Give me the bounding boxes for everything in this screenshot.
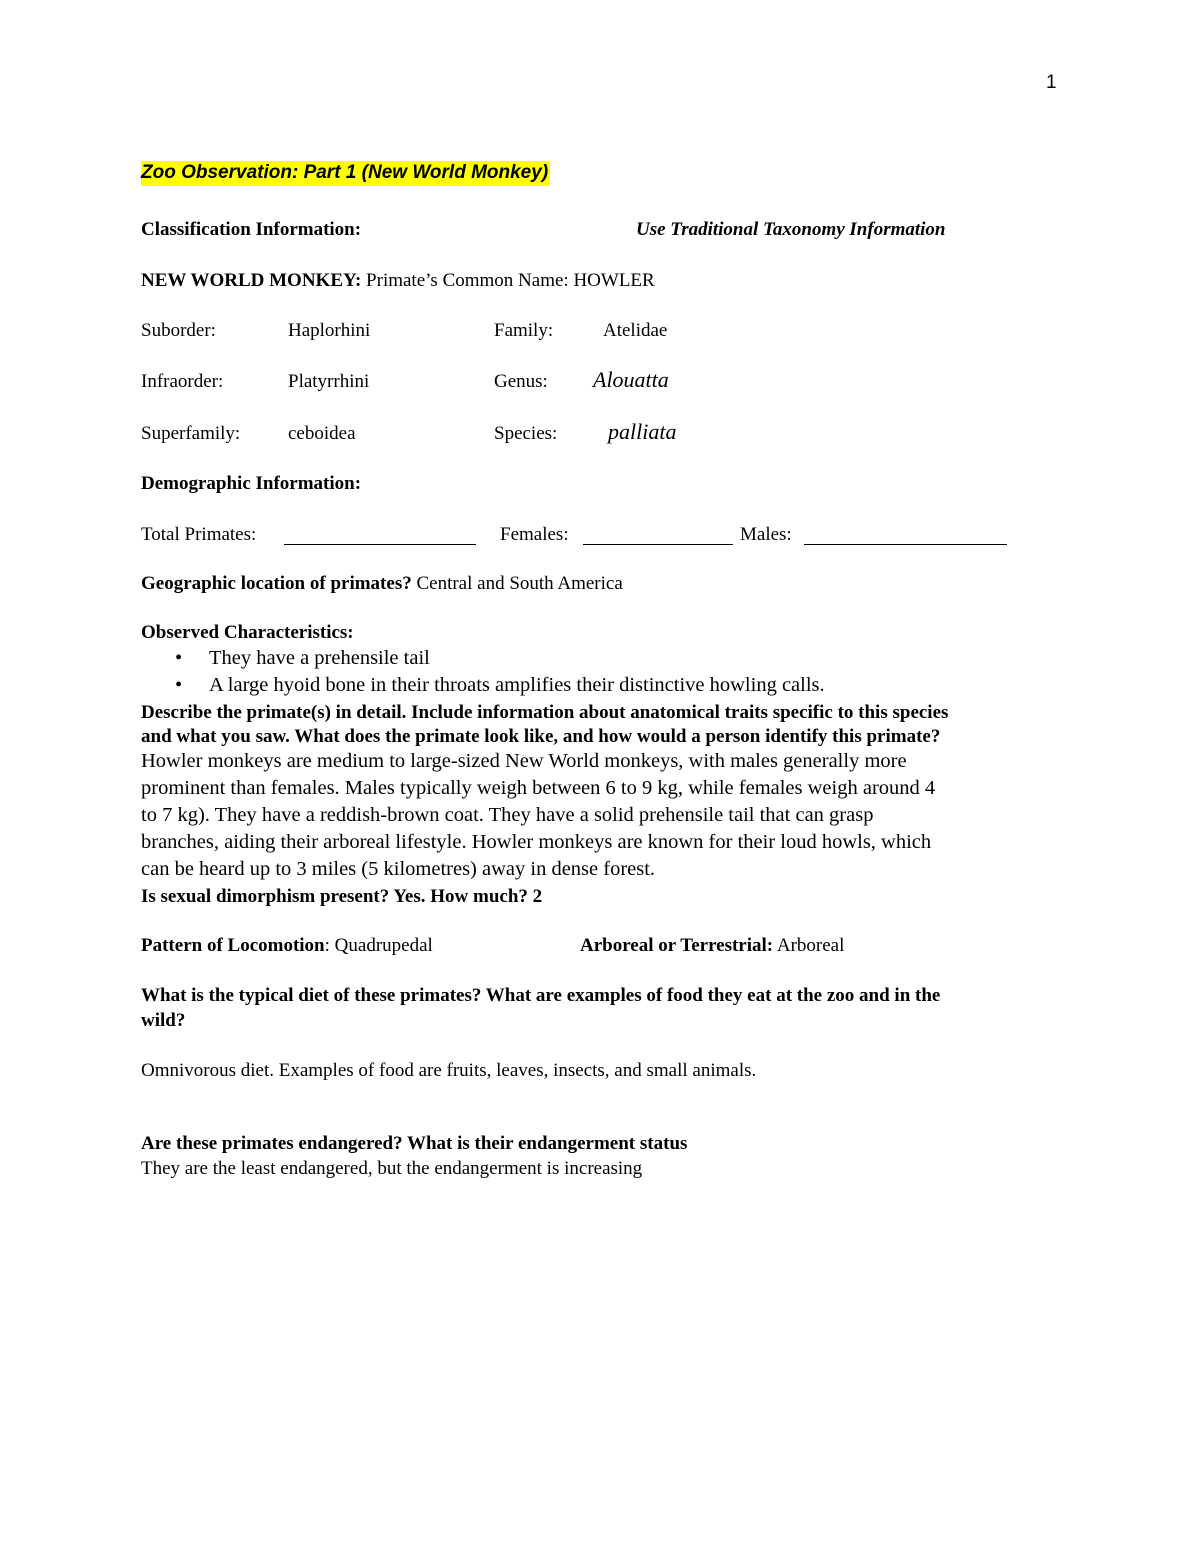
observed-item-1: They have a prehensile tail [209,647,430,669]
habitat-value: Arboreal [776,935,845,956]
males-label: Males: [740,524,792,545]
habitat-line [580,935,844,957]
geographic-line [141,573,623,595]
describe-answer-line-5: can be heard up to 3 miles (5 kilometres) away in dense forest. [141,858,656,880]
geographic-question: Geographic location of primates? [141,573,412,594]
infraorder-value: Platyrrhini [288,371,370,392]
dimorphism-line: Is sexual dimorphism present? Yes. How much? 2 [141,886,543,907]
demographic-heading: Demographic Information: [141,473,362,494]
common-name-text: Primate’s Common Name: HOWLER [366,270,655,291]
genus-label: Genus: [494,371,548,392]
males-blank[interactable] [804,526,1007,545]
describe-answer-line-1: Howler monkeys are medium to large-sized New World monkeys, with males generally more [141,750,907,772]
locomotion-line [141,935,433,957]
species-value: palliata [608,419,677,444]
common-name-line [141,270,655,292]
category-label: NEW WORLD MONKEY: [141,270,362,291]
diet-question-line-2: wild? [141,1010,186,1031]
describe-answer-line-3: to 7 kg). They have a reddish-brown coat. They have a solid prehensile tail that can grasp [141,804,874,826]
genus-value: Alouatta [593,367,669,392]
habitat-label: Arboreal or Terrestrial: [580,935,774,956]
observed-item-2: A large hyoid bone in their throats amplifies their distinctive howling calls. [209,674,825,696]
superfamily-label: Superfamily: [141,423,241,444]
describe-question-line-1: Describe the primate(s) in detail. Include information about anatomical traits specific to this species [141,702,949,723]
document-title: Zoo Observation: Part 1 (New World Monkey) [141,161,550,186]
superfamily-value: ceboidea [288,423,356,444]
diet-answer: Omnivorous diet. Examples of food are fruits, leaves, insects, and small animals. [141,1060,757,1081]
diet-question-line-1: What is the typical diet of these primates? What are examples of food they eat at the zoo and in the [141,985,941,1006]
taxonomy-note: Use Traditional Taxonomy Information [636,219,946,240]
endangered-answer: They are the least endangered, but the endangerment is increasing [141,1158,643,1179]
total-primates-label: Total Primates: [141,524,257,545]
infraorder-label: Infraorder: [141,371,224,392]
describe-answer-line-2: prominent than females. Males typically weigh between 6 to 9 kg, while females weigh around 4 [141,777,936,799]
bullet-icon: • [175,674,183,696]
total-primates-blank[interactable] [284,526,476,545]
describe-question-line-2: and what you saw. What does the primate look like, and how would a person identify this primate? [141,726,941,747]
bullet-icon: • [175,647,183,669]
suborder-label: Suborder: [141,320,216,341]
species-label: Species: [494,423,558,444]
classification-heading: Classification Information: [141,219,362,240]
family-label: Family: [494,320,554,341]
page-number: 1 [1046,72,1057,93]
list-item [141,674,825,697]
females-label: Females: [500,524,569,545]
females-blank[interactable] [583,526,733,545]
observed-heading: Observed Characteristics: [141,622,354,643]
locomotion-value: : Quadrupedal [324,935,433,956]
family-value: Atelidae [603,320,668,341]
endangered-question: Are these primates endangered? What is their endangerment status [141,1133,688,1154]
geographic-answer: Central and South America [416,573,623,594]
list-item [141,647,430,670]
locomotion-label: Pattern of Locomotion [141,935,325,956]
suborder-value: Haplorhini [288,320,371,341]
describe-answer-line-4: branches, aiding their arboreal lifestyle. Howler monkeys are known for their loud howls, which [141,831,932,853]
